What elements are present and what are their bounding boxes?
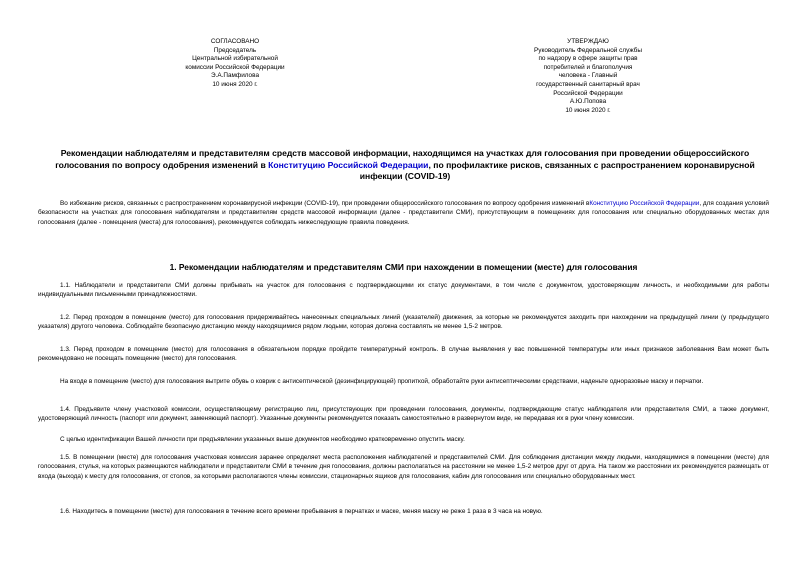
approval-line: Председатель [213, 46, 257, 54]
paragraph-1-3: 1.3. Перед проходом в помещение (место) для голосования в обязательном порядке пройдите температурный контроль. В случае выявления у вас повышенной температуры или иных признаков заболевания Вам может быть рекомендовано не посещать помещение (место) для голосования. [38, 346, 769, 363]
paragraph-1-4: 1.4. Предъявите члену участковой комиссии, осуществляющему регистрацию лиц, присутствующих при проведении голосования, документы, подтверждающие статус наблюдателя или представителя СМИ, а также документ, удостоверяющий личность (паспорт или документ, заменяющий паспорт). Указанные документы рекомендуется показать самостоятельно в развернутом виде, не передавая их в руки члену комиссии. [38, 406, 769, 423]
document-title [45, 148, 765, 183]
paragraph-1-1: 1.1. Наблюдатели и представители СМИ должны прибывать на участок для голосования с подтверждающими их статус документами, в том числе с документом, удостоверяющим личность, и необходимыми для работы индивидуальными письменными принадлежностями. [38, 282, 769, 299]
section-heading: 1. Рекомендации наблюдателям и представителям СМИ при нахождении в помещении (месте) для голосования [169, 262, 638, 272]
approval-line: человека - Главный [558, 72, 618, 80]
title-text: Рекомендации наблюдателям и представителям средств массовой информации, находящимся на участках для голосования при проведении общероссийского голосования по вопросу одобрения изменений в [55, 148, 750, 170]
approval-label: СОГЛАСОВАНО [210, 38, 260, 45]
constitution-link[interactable]: Конституцию Российской Федерации [589, 200, 700, 207]
approval-line: по надзору в сфере защиты прав [538, 55, 638, 63]
constitution-link[interactable]: Конституцию Российской Федерации [268, 159, 429, 170]
approval-line: потребителей и благополучия [543, 63, 633, 71]
approval-date: 10 июня 2020 г. [212, 80, 258, 88]
paragraph-1-6: 1.6. Находитесь в помещении (месте) для голосования в течение всего времени пребывания в перчатках и маске, меняя маску не реже 1 раза в 3 часа на новую. [60, 508, 543, 515]
paragraph-text: , для создания условий безопасности на участках для голосования наблюдателям и представителям средств массовой информации (далее - представители СМИ), присутствующим в помещениях для голосования или специально оборудованных местах для голосования (далее - помещения (места) для голосования), рекомендуется соблюдать нижеследующие правила поведения. [38, 200, 769, 226]
paragraph-1-5: 1.5. В помещении (месте) для голосования участковая комиссия заранее определяет места расположения наблюдателей и представителей СМИ. Для соблюдения дистанции между людьми, находящимися в помещении (месте) для голосования, стулья, на которых размещаются наблюдатели и представители СМИ в течение дня голосования, должны располагаться на расстоянии не менее 1,5-2 метров друг от друга. На таком же расстоянии их рекомендуется размещать от входа (выхода) к месту для голосования, от столов, за которыми располагаются члены комиссии, стационарных ящиков для голосования, кабин для голосования или специально оборудованных мест. [38, 454, 769, 480]
title-text: , по профилактике рисков, связанных с распространением коронавирусной инфекции (COVID-19) [359, 159, 755, 181]
approval-line: Руководитель Федеральной службы [534, 46, 642, 54]
approval-date: 10 июня 2020 г. [565, 106, 611, 114]
paragraph-1-2: 1.2. Перед проходом в помещение (место) для голосования придерживайтесь нанесенных специальных линий (указателей) движения, за которые не рекомендуется заходить при нахождении на предыдущей линии (у предыдущего указателя) другого человека. Соблюдайте безопасную дистанцию между находящимися рядом людьми, которая должна составлять не менее 1,5-2 метров. [38, 314, 769, 331]
paragraph-entry: На входе в помещение (место) для голосования вытрите обувь о коврик с антисептической (дезинфицирующей) пропиткой, обработайте руки антисептическими средствами, наденьте одноразовые маску и перчатки. [60, 378, 704, 385]
approval-line: комиссии Российской Федерации [185, 63, 285, 71]
approval-line: Центральной избирательной [192, 55, 278, 63]
approval-signatory-name: Э.А.Памфилова [210, 72, 259, 80]
approval-line: государственный санитарный врач [536, 80, 640, 88]
paragraph-text: Во избежание рисков, связанных с распространением коронавирусной инфекции (COVID-19), при проведении общероссийского голосования по вопросу одобрения изменений в [60, 200, 590, 207]
paragraph-identification: С целью идентификации Вашей личности при предъявлении указанных выше документов необходимо кратковременно опустить маску. [60, 436, 465, 443]
approval-block-left [150, 38, 320, 90]
approval-signatory-name: А.Ю.Попова [569, 98, 607, 106]
approval-line: Российской Федерации [553, 89, 623, 97]
approval-block-right [488, 38, 688, 115]
approval-label: УТВЕРЖДАЮ [567, 38, 609, 45]
intro-paragraph [38, 199, 769, 227]
